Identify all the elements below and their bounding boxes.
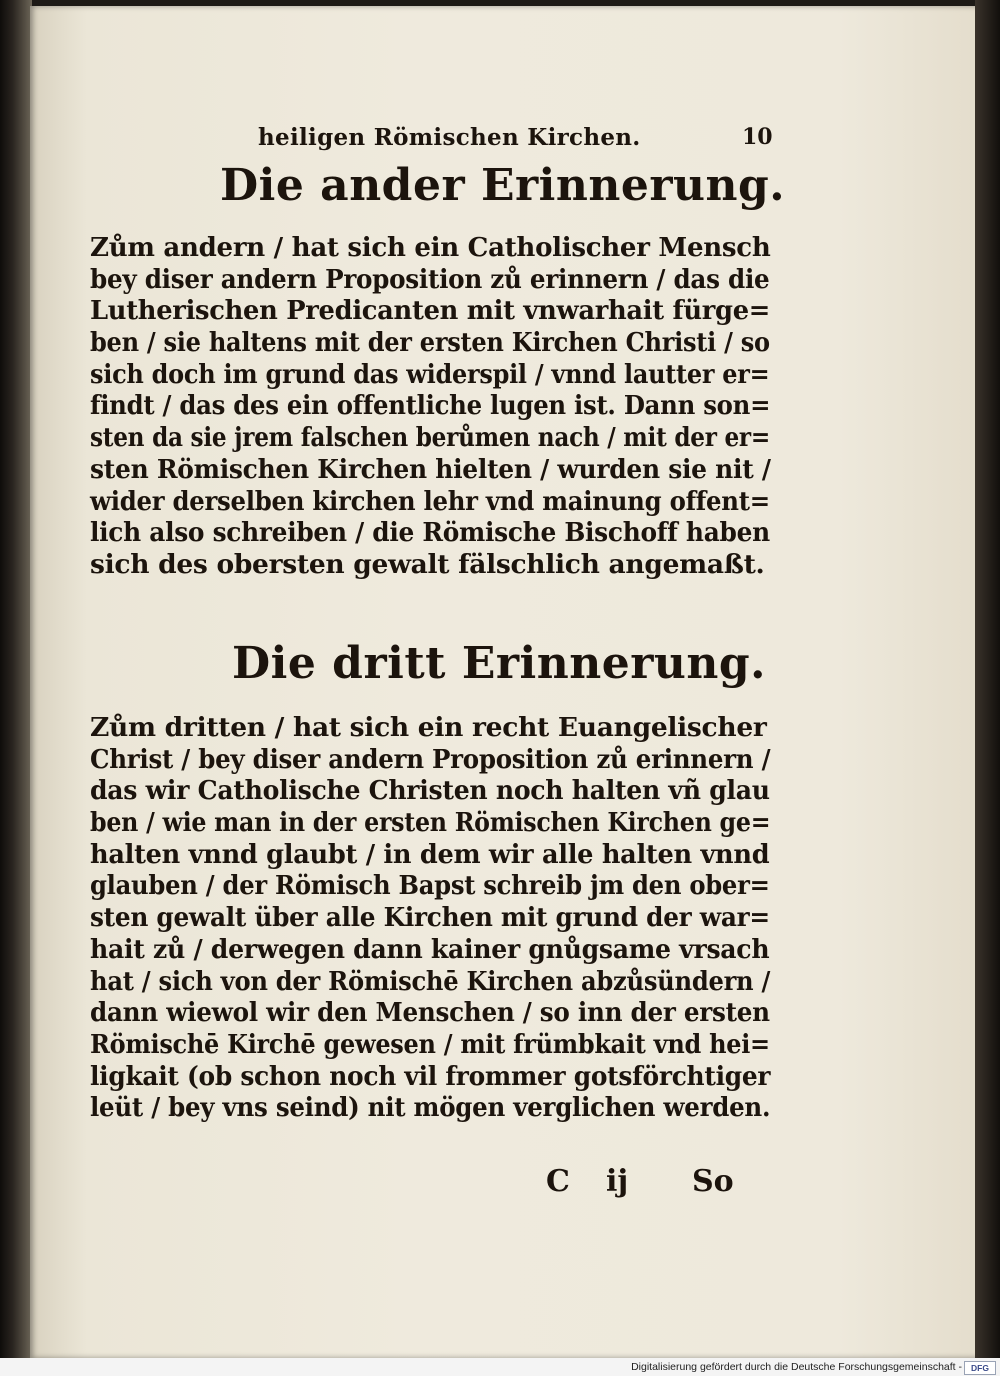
- text-line: halten vnnd glaubt / in dem wir alle halten vnnd: [90, 838, 770, 870]
- signature-number: ij: [606, 1164, 629, 1199]
- paragraph: [90, 232, 770, 581]
- text-line: leüt / bey vns seind) nit mögen verglichen werden.: [90, 1092, 771, 1124]
- text-line: ligkait (ob schon noch vil frommer gotsförchtiger: [90, 1060, 771, 1092]
- page-edge-shadow: [975, 0, 1000, 1358]
- text-line: das wir Catholische Christen noch halten vñ glau: [90, 775, 770, 807]
- catchword-line: [546, 1164, 746, 1204]
- text-line: Zům dritten / hat sich ein recht Euangelischer: [90, 712, 767, 743]
- catchword: So: [692, 1164, 734, 1199]
- text-line: sich des obersten gewalt fälschlich angemaßt.: [90, 548, 765, 580]
- text-line: ben / wie man in der ersten Römischen Kirchen ge=: [90, 807, 771, 839]
- show-through-text: [792, 716, 992, 1076]
- text-line: Lutherischen Predicanten mit vnwarhait fürge=: [90, 295, 771, 327]
- signature-letter: C: [546, 1164, 570, 1199]
- section-heading: Die dritt Erinnerung.: [232, 638, 766, 689]
- section-heading: Die ander Erinnerung.: [220, 160, 786, 211]
- text-line: lich also schreiben / die Römische Bischoff haben: [90, 517, 770, 549]
- text-line: hat / sich von der Römischē Kirchen abzůsündern /: [90, 965, 771, 997]
- dfg-logo: DFG: [964, 1361, 996, 1375]
- text-line: sten gewalt über alle Kirchen mit grund der war=: [90, 902, 770, 934]
- binding-gutter: [0, 0, 32, 1358]
- text-line: bey diser andern Proposition zů erinnern / das die: [90, 263, 770, 295]
- footer-bar: [0, 1358, 1000, 1376]
- paragraph: [90, 712, 770, 1124]
- text-line: sten da sie jrem falschen berůmen nach / mit der er=: [90, 422, 771, 454]
- text-line: sich doch im grund das widerspil / vnnd lautter er=: [90, 358, 770, 390]
- text-line: Römischē Kirchē gewesen / mit frümbkait vnd hei=: [90, 1028, 770, 1060]
- text-line: hait zů / derwegen dann kainer gnůgsame vrsach: [90, 933, 770, 965]
- text-line: ben / sie haltens mit der ersten Kirchen Christi / so: [90, 327, 770, 359]
- running-head: heiligen Römischen Kirchen.: [258, 124, 641, 151]
- text-line: findt / das des ein offentliche lugen ist. Dann son=: [90, 390, 771, 422]
- text-line: sten Römischen Kirchen hielten / wurden sie nit /: [90, 453, 771, 485]
- text-line: glauben / der Römisch Bapst schreib jm den ober=: [90, 870, 770, 902]
- funding-note: Digitalisierung gefördert durch die Deutsche Forschungsgemeinschaft -: [631, 1361, 962, 1373]
- text-line: dann wiewol wir den Menschen / so inn der ersten: [90, 997, 770, 1029]
- text-line: Zům andern / hat sich ein Catholischer Mensch: [90, 232, 771, 263]
- text-line: wider derselben kirchen lehr vnd mainung offent=: [90, 485, 770, 517]
- text-line: Christ / bey diser andern Proposition zů erinnern /: [90, 743, 771, 775]
- page-number: 10: [742, 124, 773, 150]
